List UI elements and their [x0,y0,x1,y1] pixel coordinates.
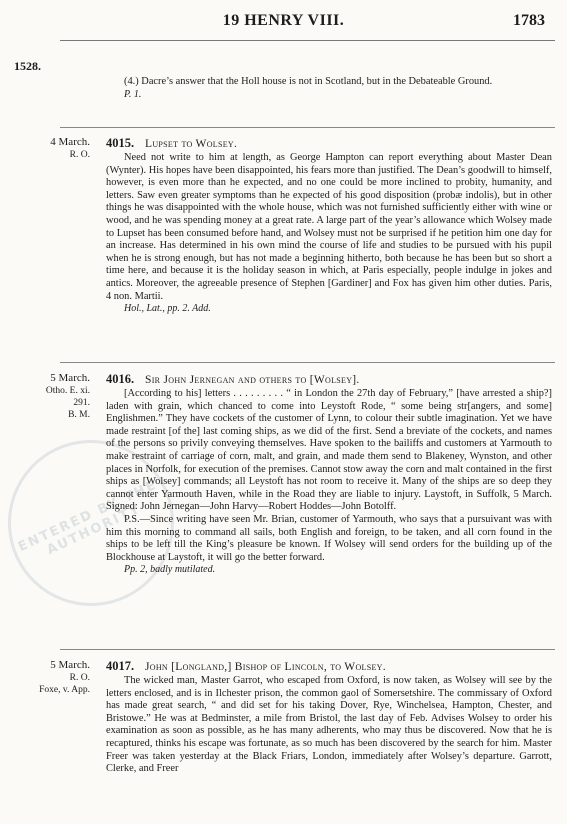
entry-4015 [106,136,552,316]
entry-4017-date: 5 March. [50,659,90,671]
entry-4015-text: Need not write to him at length, as George Hampton can report everything about Master Dean (Wynter). His hopes have been disappointed, his fears more than justified. The Dean’s goodwill to himself, however, is even more than he expected, and no one could be more inclined to probity, humanity, and letters. Saw even greater symptoms than he expected of his good disposition (probæ indolis), but in other things he was disappointed with the whole house, which was not furnished sufficiently either with wine or wood, and he was spending money at a great rate. A large part of the year’s allowance which Wolsey made to Lupset has been consumed before hand, and Wolsey must not be surprised if he petition him one day for an increase. Has determined in his own mind the course of life and studies to be pursued with his pupil when he is strong enough, but has not made a beginning hitherto, both because he has been but so short a time here, and because it is the holiday season in which, at Paris especially, people indulge in jokes and antics. Moreover, the agreeable presence of Stephen [Gardiner] and Fox has given him other duties. Paris, 4 non. Martii. [106,152,552,302]
entry-4016-source-1: Otho. E. xi. [45,386,90,396]
margin-year [14,60,102,73]
entry-4017-number: 4017. [106,659,135,673]
entry-4016-number: 4016. [106,372,135,386]
entry-4015-title: Lupset to Wolsey. [145,138,238,150]
entry-rule [60,649,555,650]
entry-4017-title: John [Longland,] Bishop of Lincoln, to Wolsey. [145,661,386,673]
entry-4017 [106,659,552,776]
entry-4015-heading [106,136,552,151]
year-label: 1528. [14,59,41,73]
header-rule [60,40,555,41]
entry-rule [60,362,555,363]
entry-4015-source: R. O. [69,150,90,160]
entry-4017-margin [14,659,102,696]
entry-prev-note: P. 1. [124,88,142,100]
entry-4017-text: The wicked man, Master Garrot, who escaped from Oxford, is now taken, as Wolsey will see by the letters enclosed, and is in Ilchester prison, the common gaol of Somersetshire. The commissary of Oxford has made great search, “ and did set for his taking Dover, Rye, Winchelsea, Hampton, Chester, and Bristowe.” He was at Bedminster, a mile from Bristol, the last day of Feb. Advises Wolsey to order his examination as soon as possible, as he has many adherents, who may thus be discovered. Now that he is recaptured, thinks his escape was fortunate, as so much has been discovered by the search for him. Master Freer was taken yesterday at the Black Friars, London, immediately after Wolsey’s departure. Garrott, Clerke, and Freer [106,675,552,775]
entry-4016-title: Sir John Jernegan and others to [Wolsey]. [145,374,360,386]
entry-4016-heading [106,372,552,387]
entry-4015-date: 4 March. [50,136,90,148]
running-head [0,10,567,34]
entry-4017-source-2: Foxe, v. App. [39,685,90,695]
entry-prev [106,76,552,101]
entry-4017-source-1: R. O. [69,673,90,683]
entry-4016-date: 5 March. [50,372,90,384]
entry-4016-source-2: 291. [73,398,90,408]
entry-4016 [106,372,552,577]
stamp-text: ENTERED BY THE AUTHORITY [16,477,160,559]
entry-4016-margin [14,372,102,421]
entry-4015-number: 4015. [106,136,135,150]
entry-4015-note: Hol., Lat., pp. 2. Add. [124,303,211,315]
entry-4016-note: Pp. 2, badly mutilated. [124,564,216,576]
page-number: 1783 [513,12,545,29]
entry-4016-postscript: P.S.—Since writing have seen Mr. Brian, customer of Yarmouth, who says that a pursuivant was with him this morning to command all sails, both English and foreign, to be taken, and all corn found in the ships to be left till the King’s pleasure be known. If Wolsey will send orders for the building up of the Blockhouse at Laystoft, it will go the better forward. [106,513,552,563]
entry-4016-source-3: B. M. [68,410,90,420]
entry-4017-heading [106,659,552,674]
entry-rule [60,127,555,128]
entry-4015-margin [14,136,102,161]
running-title: 19 HENRY VIII. [222,12,345,29]
entry-prev-text: (4.) Dacre’s answer that the Holl house is not in Scotland, but in the Debateable Ground. [124,76,493,87]
entry-4016-text: [According to his] letters . . . . . . . . . “ in London the 27th day of February,” [have arrested a ship?] laden with grain, which chanced to come into Leystoft Rode, “ some being str[angers, and some] Englishmen.” They have cockets of the customer of Lynn, to colour their subtle imagination. Yet we have made restraint [of the] last coming ships, as we did of the first. Send a breviate of the cockets, and names of the persons so privily conveying themselves. Have spoken to the bailiffs and customers at Yarmouth to make restraint of carriage of corn, malt, and grain, and made them send to Blakeney, Wynston, and other places in Norfolk, for execution of the premises. Cannot stow away the corn and malt contained in the first ships as [Wolsey] commands; all Leystoft has not room to receive it. Many of the ships are so deep they cannot enter Yarmouth Haven, while in the Road they are liable to injury. Laystoft, in Suffolk, 5 March. Signed: John Jernegan—John Harvy—Robert Hoddes—John Botolff. [106,388,552,513]
